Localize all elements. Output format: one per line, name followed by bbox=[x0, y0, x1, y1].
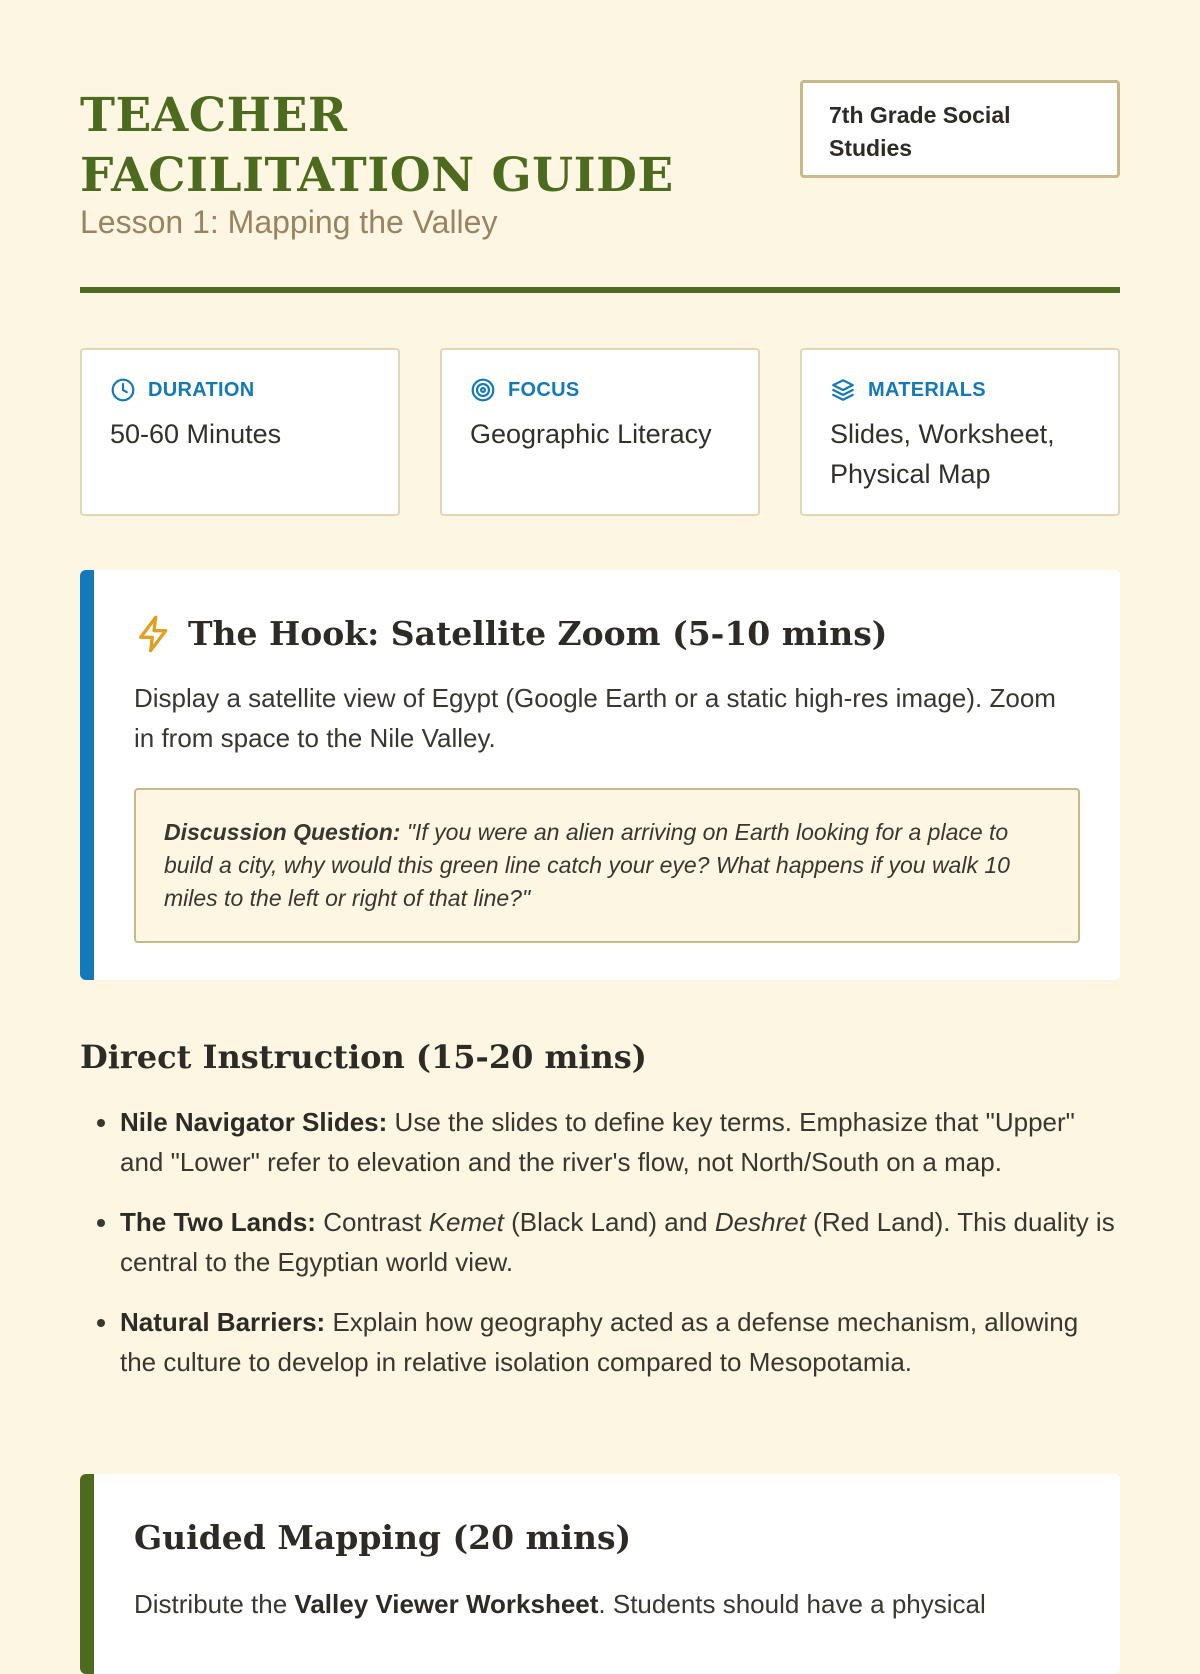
instruction-list bbox=[80, 1102, 1120, 1382]
lesson-subtitle: Lesson 1: Mapping the Valley bbox=[80, 204, 498, 240]
list-item-term: Natural Barriers: bbox=[120, 1307, 326, 1337]
clock-icon bbox=[110, 377, 136, 403]
hook-title: The Hook: Satellite Zoom (5-10 mins) bbox=[188, 614, 888, 653]
info-card-label: FOCUS bbox=[508, 378, 580, 401]
emphasis-term-kemet: Kemet bbox=[428, 1207, 504, 1237]
hook-section bbox=[80, 570, 1120, 980]
target-icon bbox=[470, 377, 496, 403]
info-cards bbox=[80, 348, 1120, 516]
direct-instruction-title: Direct Instruction (15-20 mins) bbox=[80, 1038, 647, 1076]
discussion-text: "If you were an alien arriving on Earth looking for a place to build a city, why would this green line catch your eye? What happens if you walk 10 miles to the left or right of that line?" bbox=[164, 819, 1010, 911]
page-header bbox=[80, 80, 1120, 290]
page-title: TEACHER FACILITATION GUIDE bbox=[80, 88, 674, 203]
list-item-text: (Black Land) and bbox=[511, 1207, 708, 1237]
layers-icon bbox=[830, 377, 856, 403]
hook-description: Display a satellite view of Egypt (Google Earth or a static high-res image). Zoom in from space to the Nile Valley. bbox=[134, 683, 1056, 753]
list-item-text: Contrast bbox=[323, 1207, 422, 1237]
info-card-materials bbox=[800, 348, 1120, 516]
info-card-label: MATERIALS bbox=[868, 378, 986, 401]
list-item-text: Use the slides to define key terms. Emphasize that "Upper" and "Lower" refer to elevation and the river's flow, not North/South on a map. bbox=[120, 1107, 1075, 1177]
info-card-focus bbox=[440, 348, 760, 516]
guided-mapping-title: Guided Mapping (20 mins) bbox=[134, 1518, 632, 1557]
guided-mapping-section bbox=[80, 1474, 1120, 1674]
info-card-value: 50-60 Minutes bbox=[110, 419, 282, 449]
direct-instruction-section bbox=[80, 1032, 1120, 1402]
list-item-term: Nile Navigator Slides: bbox=[120, 1107, 388, 1137]
info-card-value: Slides, Worksheet, Physical Map bbox=[830, 419, 1055, 489]
emphasis-term-deshret: Deshret bbox=[714, 1207, 806, 1237]
list-item-text: (Red Land). This duality is central to the Egyptian world view. bbox=[120, 1207, 1115, 1277]
guided-mapping-description: Distribute the Valley Viewer Worksheet. Students should have a physical bbox=[134, 1589, 986, 1619]
lightning-icon bbox=[134, 614, 174, 654]
info-card-label: DURATION bbox=[148, 378, 255, 401]
grade-badge: 7th Grade Social Studies bbox=[800, 80, 1120, 178]
worksheet-name: Valley Viewer Worksheet bbox=[294, 1589, 599, 1619]
list-item bbox=[120, 1102, 1120, 1182]
discussion-label: Discussion Question: bbox=[164, 819, 401, 845]
list-item-text: Explain how geography acted as a defense mechanism, allowing the culture to develop in relative isolation compared to Mesopotamia. bbox=[120, 1307, 1079, 1377]
info-card-value: Geographic Literacy bbox=[470, 419, 712, 449]
list-item bbox=[120, 1302, 1120, 1382]
discussion-question-box bbox=[134, 788, 1080, 943]
list-item-term: The Two Lands: bbox=[120, 1207, 316, 1237]
info-card-duration bbox=[80, 348, 400, 516]
header-divider bbox=[80, 287, 1120, 293]
list-item bbox=[120, 1202, 1120, 1282]
